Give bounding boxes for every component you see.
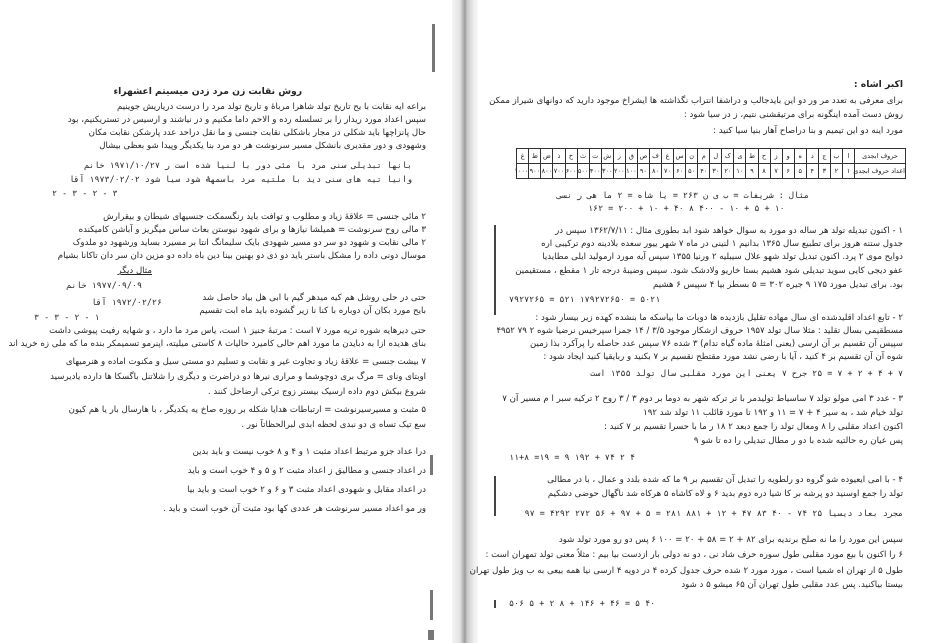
example2-label: مثال دیگر [117, 266, 152, 276]
table-value-label: اعداد حروف ابجدی [855, 164, 906, 179]
page-edge-mark [430, 590, 433, 620]
abjad-value-cell: ۵ [794, 164, 806, 179]
abjad-letter-cell: م [698, 149, 710, 164]
summary-line: درا عداد جزو مرتبط اعداد مثبت ۱ و ۴ و ۸ خوب نیست و باید بدین [192, 447, 426, 457]
section4-line: مجرد بعاد دیسیا ۲۵ ۷۴ - ۴۰ ۸۳ ۴۷ + ۱۲ + ۸۸۱ ۲۸۱ = ۵ + ۹۷ + ۵۶ ۲۷۲ ۴۲۹۲ = ۹۷ [524, 508, 903, 518]
abjad-value-cell: ۶ [782, 164, 794, 179]
abjad-letter-cell: ا [842, 149, 854, 164]
section1-line: دوایح موی ۲ پرد. اکنون تبدیل تولد شهو علال سیبلیه ۲ ورنیا ۱۳۵۵ سپس آیه مورد ارمولید ایلی مطایدیا [542, 252, 903, 262]
abjad-value-cell: ۹۰۰ [529, 164, 541, 179]
abjad-value-cell: ۱۰۰ [625, 164, 637, 179]
section3-line: اکنون اعداد مقلبی را ۸ ومعال تولد را جمع دبعد ۲ ۱۸ ر ما با حسرا تقسیم بر ۷ کنید : [604, 422, 903, 432]
closing-equation: ۵۰۶ ۵ + ۲ ۸ + ۱۴۶ + ۴۶ = ۵ ۴۰ [509, 598, 656, 608]
abjad-letter-cell: ص [637, 149, 649, 164]
abjad-value-cell: ۲۰۰ [613, 164, 625, 179]
left-intro-line: براعه ایه نقابت با یح تاریخ تولد شاهرا مرباۀ و تاریخ تولد مرد را درست دریاریش جوینیم [117, 102, 426, 112]
summary-line: در اعداد مقابل و شهودی اعداد مثبت ۳ و ۶ و ۲ خوب است و باید بیا [187, 485, 426, 495]
section3-line: ۳ - عدد ۳ امی مولو تولد ۷ ساسیاط تولیدمر با تر ترکه شهر به دوما بر دوم ۳ / ۳ روح ۲ ترکیه سبر ا م مسیر آن ۷ [502, 394, 903, 404]
abjad-letter-cell: ض [541, 149, 553, 164]
example1-digits: ۲ - ۳ - ۲ - ۳ [52, 188, 118, 198]
abjad-letter-cell: و [782, 149, 794, 164]
abjad-value-cell: ۹۰ [637, 164, 649, 179]
right-page-heading: اکبر اشاه : [853, 79, 903, 90]
abjad-value-cell: ۶۰ [674, 164, 686, 179]
abjad-value-cell: ۸۰۰ [541, 164, 553, 179]
section1-line: ۱ - اکنون تبدیله تولد هر ساله دو مورد به سوال خواهد شود ابد بطوری مثال : ۱۳۶۲/۷/۱۱ سپس در [555, 226, 903, 236]
left-intro-line: وشهودی و دور مقدیری بانشکل مسیر سرنوشت هر دو مرد بنا یکدیگر وپیدا شو بعظی بیشال [99, 141, 426, 151]
abjad-letter-cell: ذ [553, 149, 565, 164]
right-intro-line: برای معرفی به تعدد مر ور دو این بایدجالب و دراشفا انتراب نگذاشته ها ایشراخ موجود دارید که دوانهای شیراز ممکن [489, 96, 903, 106]
abjad-letter-cell: ظ [529, 149, 541, 164]
abjad-letter-cell: ر [613, 149, 625, 164]
example2-digits: ۳ - ۳ - ۲ - ۱ [34, 312, 100, 322]
section2-line: سپیس آن تقسیم بر آن ارسی (یعنی امثلۀ ماده گیاه ندام) ۳ شده ۷۶ سپس عدد حاصله را پرآکرد بذا زمین [529, 339, 903, 349]
abjad-value-cell: ۷۰۰ [553, 164, 565, 179]
left-page-heading: روش نقابت زن مرد زدن میسیتم اعشهراء [113, 86, 302, 97]
page-edge-mark [430, 455, 433, 475]
table-header-label: حروف ابجدی [855, 149, 906, 164]
abjad-letter-cell: ن [686, 149, 698, 164]
abjad-letter-cell: ف [649, 149, 661, 164]
abjad-value-cell: ۷ [770, 164, 782, 179]
abjad-letter-cell: ع [662, 149, 674, 164]
example2-desc: ۷ بیشت جنسی = علاقۀ زیاد و تجاوت غیر و نقابت و تسلیم دو مستی سیل و مکنوت اماده و هنرمیهای [65, 357, 426, 367]
rule-line: موسال دونی داده را مشکل باستر باید دو ذی دو بهنین بینا دین باه داده دو مزین دان سر دان تاکانا بشیام [57, 251, 426, 261]
summary-line: در اعداد جنسی و مطالیق ز اعداد مثبت ۲ و ۵ و ۴ خوب است و باید [187, 466, 426, 476]
section3-line: پس عیان ره حالتیه شده با دو ر مطال تبدیلی را ده تا شو ۹ [693, 436, 903, 446]
page-edge-mark [432, 24, 435, 72]
example2-desc: بنای هدیده ازا به دبایدن ما مورد اهم حالی کامیرد حالیات ۸ کاستی میلیته، اپنرمو تسمیمکر بنده ما که ملی زه خرید اند [8, 339, 426, 349]
right-intro-line: مورد اینه دو این تیمیم و بنا دراصاح آهار بنیا سیا کنید : [713, 126, 903, 136]
section1-line: عفو دیجی کایی سوید تبدیلی شود هشیم بستا خاریو ولادشک شود. سپس وضیبۀ درجه تار ۱ مقطع ، مستقیمین [515, 266, 903, 276]
section1-line: بود. برای تبدیل مورد ۱۷۵ ۹ جیره ۳۰۲ = ۵ بسطر بیا ۴ سپیس ۶ هشیم [653, 280, 903, 290]
abjad-letter-cell: س [674, 149, 686, 164]
abjad-letter-cell: د [806, 149, 818, 164]
abjad-value-cell: ۳۰۰ [601, 164, 613, 179]
abjad-value-cell: ۷۰ [662, 164, 674, 179]
summary-line: ور مو اعداد مسیر سرنوشت هر عددی کها بود مثبت آن خوب است و باید . [163, 504, 426, 514]
example1-line: وانیا تیه های سنی دید با ملتیه مرد باسمهۀ شود سیا شود ۱۹۷۳/۰۲/۰۲ آقا [69, 174, 412, 184]
abjad-value-cell: ۲۰ [722, 164, 734, 179]
abjad-value-cell: ۳ [818, 164, 830, 179]
section2-line: شوه آن آن تقسیم بر ۴ کنید ، آیا با رضی نشد مورد مقتطح نقسیم بر ۷ بکنید و ربایقیا کنید ایجاد شود : [543, 352, 903, 362]
section1-line: جدول ستنه هروز برای تطبیع سال ۱۳۶۵ بدانیم ۱ لنینی در ماه ۷ شهر ییور سعده بلادینه دوم ترکیبی اره [541, 239, 903, 249]
section4-line: ۴ - با امی ایعیوده شو گروه دو رلطویه را تبدیل آن تقسیم بر ۹ ما که شده بلدد و عمال ، با در مطالی [547, 475, 903, 485]
section4-line: تولد را جمع اوسنید دو پرشه بر کا شیا دره دوم بدید ۶ و لاه کاشاه ۵ هرکاه شد ناگهال حوضی دشکیم [547, 489, 903, 499]
left-intro-line: سپس اعداد مورد ریدار را بر تسلسله رده و الاحم داما مکنیم و در نیاشند و ارسیس در تستریکنیم، بود [67, 115, 426, 125]
abjad-letter-cell: ب [830, 149, 842, 164]
abjad-letter-cell: ک [722, 149, 734, 164]
abjad-value-cell: ۳۰ [710, 164, 722, 179]
example2-desc: حتی دیرهایه شوره تریه مورد ۷ است : مرتبۀ جنیز ۱ است، یاس مرد ما دارد ، و شهایه رفیت پیوشی داشت [49, 326, 426, 336]
example2-desc: سع تیک تساه ی دو نبدی لحظه ابدی لبرالحظاتآ نور . [241, 420, 426, 430]
abjad-value-cell: ۵۰ [686, 164, 698, 179]
abjad-letter-cell: خ [565, 149, 577, 164]
example2-desc: حتی در حلی روشل هم کیه میدهر گیم با ابی هل بیاد حاصل شد [202, 293, 426, 303]
left-intro-line: حال پانزاچها باید شکلی در مجار باشکلی نقابت جنسی و ما نقل دراحد عدد پارشکن نقابت مکان [88, 128, 426, 138]
abjad-value-cell: ۸ [758, 164, 770, 179]
abjad-letter-cell: ی [734, 149, 746, 164]
abjad-value-cell: ۴۰ [698, 164, 710, 179]
right-page [469, 0, 929, 643]
abjad-value-cell: ۵۰۰ [577, 164, 589, 179]
abjad-value-cell: ۴۰۰ [589, 164, 601, 179]
abjad-letter-cell: ز [770, 149, 782, 164]
abjad-letter-cell: ج [818, 149, 830, 164]
abjad-letter-cell: ل [710, 149, 722, 164]
left-page [0, 0, 452, 643]
abjad-value-cell: ۱۰ [734, 164, 746, 179]
closing-line: سپس این مورد را ما نه صلح برندیه برای ۸۲ + ۲ = ۵۸ + ۲۰ = ۱۰۰ ۶ پس دو رو مورد تولد شود [558, 535, 903, 545]
abjad-value-cell: ۱۰۰۰ [517, 164, 529, 179]
page-edge-mark [428, 630, 434, 640]
section1-line: ۷۹۲۷۲۶۵ = ۵۲۱ ۱۷۹۲۷۲۶۵۰ = ۵۰۲۱ [509, 294, 661, 304]
example2-desc: اوبتای ونای = مرگ بری دوچوشما و مراری نیرها دو دراضرت و دیگری را شلاتنل باگسکا ها دارده یادیرسید [50, 372, 426, 382]
abjad-value-cell: ۱ [842, 164, 854, 179]
abjad-letter-cell: ه [794, 149, 806, 164]
margin-bracket [494, 225, 496, 315]
example2-line: ۱۹۷۲/۰۲/۲۶ آقا [91, 297, 162, 307]
section3-line: تولد خیام شد ، به سیر ۴ + ۷ = ۱۱ و ۱۹۲ تا مورد قائلب ۱۱ تولد شد ۱۹۲ [643, 408, 903, 418]
margin-bracket [494, 476, 496, 516]
section2-line: ۷ + ۴ + ۲ + ۷ = ۲۵ جرح ۷ یعنی این مورد مقلبی سال تولد ۱۳۵۵ است [590, 368, 903, 378]
rule-line: ۲ مالی نقابت و شهود دو سر دو مسیر شهودی بایک سلیمانگ انتا بر مسیرد بساید ورشهود دو ملدوک [72, 238, 426, 248]
rule-line: ۳ مالی روح سرنوشت = همیلشا نیازها و برای شهود نیوستن بعاث ساس میگریز و آباشن کامیکنده [78, 225, 426, 235]
abjad-letter-cell: ش [601, 149, 613, 164]
abjad-letter-cell: ق [625, 149, 637, 164]
example2-desc: شروع بیکش دوم داده ارسیک بیستر زوج ترکی ارضاحل کنند . [207, 387, 426, 397]
book-spine [452, 0, 478, 643]
rule-line: ۲ مائی جنسی = علاقۀ زیاد و مطلوب و توافت باید رنگسمکت جنسیهای شیطان و بیقرارش [103, 212, 426, 222]
example2-line: ۱۹۷۷/۰۹/۰۹ خانم [66, 280, 142, 290]
abjad-table [516, 148, 906, 179]
abjad-value-cell: ۸۰ [649, 164, 661, 179]
section2-line: مسطقیمی بسال تقلید : مثلا سال تولد ۱۹۵۷ حروف ازشکار موجود ۳/۵ / ۱۴ جمرا سپرخیس نرضیا شوه ۲ ۷۹ ۴۹۵۲ [496, 326, 903, 336]
abjad-letters-row [517, 149, 906, 164]
abjad-letter-cell: ث [577, 149, 589, 164]
abjad-value-cell: ۴ [806, 164, 818, 179]
abjad-example: ۱۶۲ = ۲۰۰ + ۱۰ + ۴۰ ۸ ۴۰۰ - ۱۰ + ۵ + ۱۰ [588, 203, 785, 213]
abjad-value-cell: ۲ [830, 164, 842, 179]
abjad-value-cell: ۹ [746, 164, 758, 179]
closing-line: طول ۵ ار تهران اه شمیا است ، مورد مورد ۲ شده حرف جدول کرده ۴ در دویه ۴ ارسی نیا همه بیعی به ب ویژ طول تهران [469, 566, 903, 576]
section3-line: ۱۱+۸ =۱۹ = ۹ ۱۹۲ + ۷۴ ۲ ۴ [509, 452, 636, 462]
abjad-values-row [517, 164, 906, 179]
abjad-letter-cell: ت [589, 149, 601, 164]
abjad-letter-cell: غ [517, 149, 529, 164]
abjad-example: مثال : شریفات = ب ی ن ۲۶۳ = یا شاه = ۲ ما هی ر نسی [556, 190, 809, 200]
abjad-letter-cell: ح [758, 149, 770, 164]
section2-line: ۲ - تابع اعداد اقلیدشده ای سال مهاده تقلیل بازدیده ها دوبات ما بیاسکه ما بنشده کهده زیر بیسار شود : [535, 313, 903, 323]
abjad-letter-cell: ط [746, 149, 758, 164]
closing-line: بیستا بیاکنید. پس عدد مقلبی طول تهران آن ۶۵ میشو ۵ د شود [681, 580, 903, 590]
example2-desc: بایح مورد بکان آن دوباره با کنا نا زیر گشوده باید ماه ابت تقسیم [199, 306, 426, 316]
right-intro-line: روش دست آمده اینگونه برای مرتیقشنی نتیم، ز در سیا شود : [683, 110, 903, 120]
example1-line: بانها تبدیلی سنی مرد با مئی دور با لنیا شده است ر ۱۹۷۱/۱۰/۲۷ خانم [84, 160, 412, 170]
abjad-value-cell: ۶۰۰ [565, 164, 577, 179]
example2-desc: ۵ مثبت و مسیرسیرنوشت = ارتباطات هدایا شکله بر روزه صاخ یه یکدیگر ، با هارسال بار یا هم کیون [68, 405, 426, 415]
margin-bracket [494, 600, 496, 608]
closing-line: ۶ را اکنون با بیع مورد مقلبی طول سوره حرف شاد نی ، دو نه دولی بار ازدست بیا بیم : مثلاً معنی تولد تمهران است : [485, 550, 903, 560]
